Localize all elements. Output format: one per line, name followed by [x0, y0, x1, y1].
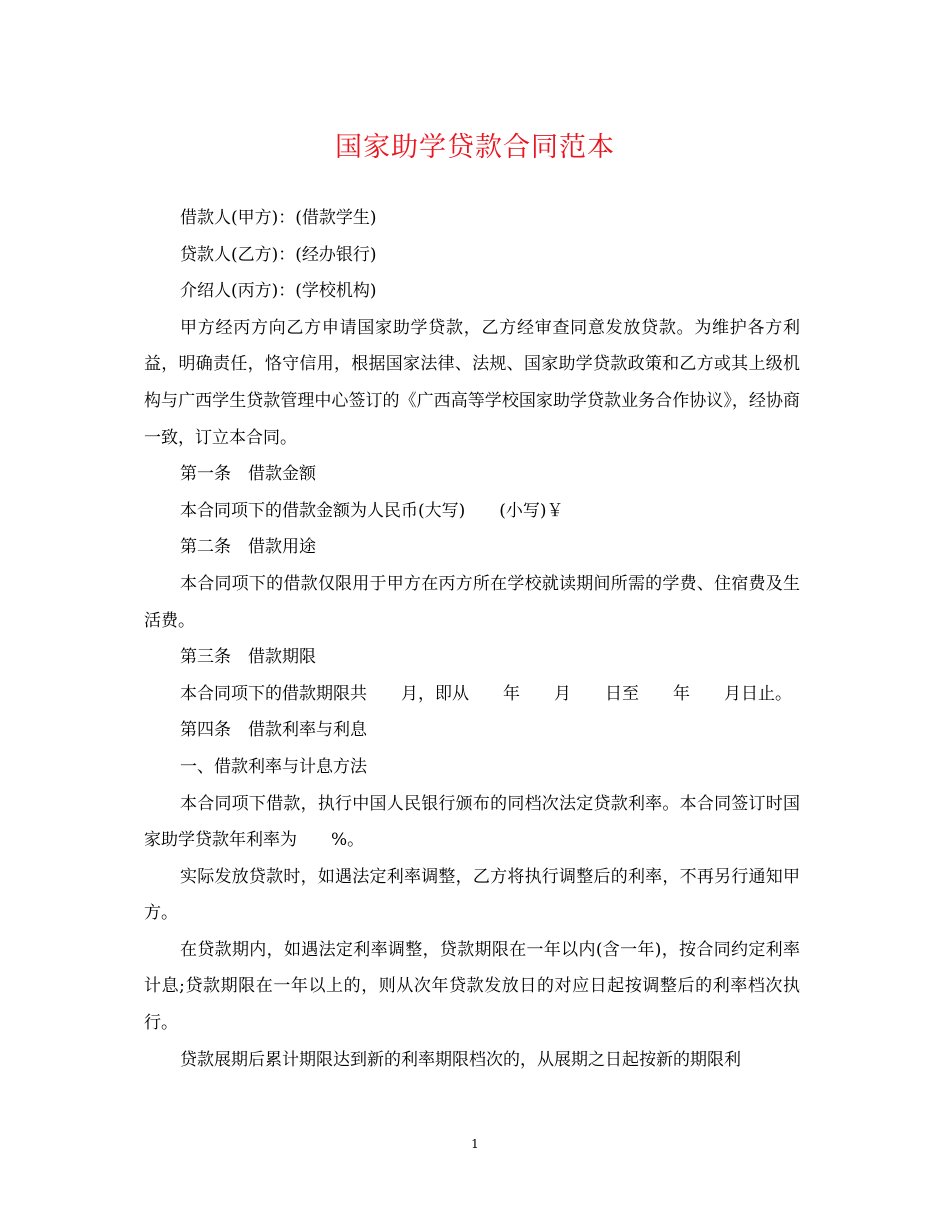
page-number: 1	[471, 1137, 479, 1151]
article-3-heading: 第三条 借款期限	[180, 647, 316, 668]
document-title: 国家助学贷款合同范本	[335, 132, 615, 163]
article-4-text-4: 贷款展期后累计期限达到新的利率期限档次的，从展期之日起按新的期限利	[180, 1049, 741, 1070]
article-1-text: 本合同项下的借款金额为人民币(大写) (小写)￥	[180, 500, 564, 521]
article-4-heading: 第四条 借款利率与利息	[180, 720, 367, 741]
article-4-text-1: 本合同项下借款，执行中国人民银行颁布的同档次法定贷款利率。本合同签订时国家助学贷款年利率为 %。	[144, 793, 800, 851]
paragraph-introducer: 介绍人(丙方)：(学校机构)	[180, 281, 377, 302]
document-body	[144, 200, 800, 1078]
article-1-heading: 第一条 借款金额	[180, 464, 316, 485]
paragraph-preamble: 甲方经丙方向乙方申请国家助学贷款，乙方经审查同意发放贷款。为维护各方利益，明确责任，恪守信用，根据国家法律、法规、国家助学贷款政策和乙方或其上级机构与广西学生贷款管理中心签订的《广西高等学校国家助学贷款业务合作协议》，经协商一致，订立本合同。	[144, 317, 800, 448]
paragraph-borrower: 借款人(甲方)：(借款学生)	[180, 208, 377, 228]
article-4-text-2: 实际发放贷款时，如遇法定利率调整，乙方将执行调整后的利率，不再另行通知甲方。	[144, 866, 800, 924]
article-2-heading: 第二条 借款用途	[180, 537, 316, 558]
article-2-text: 本合同项下的借款仅限用于甲方在丙方所在学校就读期间所需的学费、住宿费及生活费。	[144, 573, 800, 631]
article-3-text: 本合同项下的借款期限共 月，即从 年 月 日至 年 月日止。	[180, 683, 792, 704]
article-4-subheading: 一、借款利率与计息方法	[180, 756, 367, 777]
paragraph-lender: 贷款人(乙方)：(经办银行)	[180, 244, 377, 265]
article-4-text-3: 在贷款期内，如遇法定利率调整，贷款期限在一年以内(含一年)，按合同约定利率计息;贷款期限在一年以上的，则从次年贷款发放日的对应日起按调整后的利率档次执行。	[144, 939, 800, 1034]
